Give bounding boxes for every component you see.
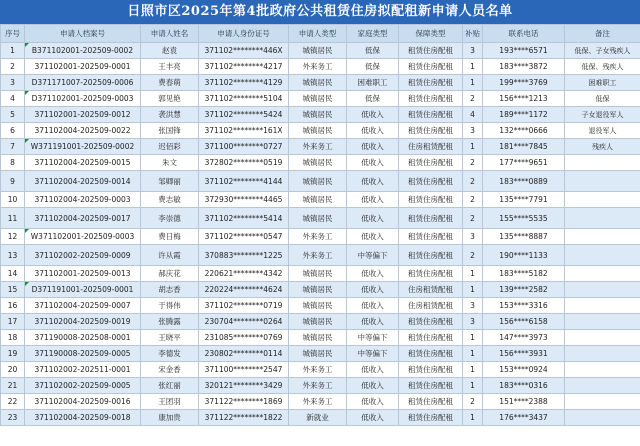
remarks-cell: [565, 192, 640, 208]
subsidy-cell: 3: [463, 314, 483, 330]
family-type-cell: 低收入: [347, 155, 399, 171]
col-subsidy-header: 补贴: [463, 25, 483, 43]
remarks-cell: 低保: [565, 91, 640, 107]
phone-number-cell: 189****1172: [483, 107, 565, 123]
applicant-name-cell: 迟佰彩: [141, 139, 199, 155]
id-number-cell: 371102********5424: [199, 107, 289, 123]
row-index-cell: 21: [1, 378, 25, 394]
table-row: [1, 298, 640, 314]
applicant-type-cell: 外来务工: [289, 229, 347, 245]
id-number-cell: 230704********0264: [199, 314, 289, 330]
guarantee-type-cell: 租赁住房配租: [399, 107, 463, 123]
family-type-cell: 中等偏下: [347, 245, 399, 266]
family-type-cell: 低收入: [347, 208, 399, 229]
family-type-cell: 低收入: [347, 394, 399, 410]
id-number-cell: 371102********4217: [199, 59, 289, 75]
table-row: [1, 75, 640, 91]
col-id-number-header: 申请人身份证号: [199, 25, 289, 43]
applicant-table: [0, 24, 640, 426]
guarantee-type-cell: 租赁住房配租: [399, 314, 463, 330]
applicant-type-cell: 外来务工: [289, 362, 347, 378]
table-row: [1, 192, 640, 208]
id-number-cell: 371102********0719: [199, 298, 289, 314]
file-number-cell: 371190008-202509-0005: [25, 346, 141, 362]
remarks-cell: 困难职工: [565, 75, 640, 91]
applicant-type-cell: 城镇居民: [289, 208, 347, 229]
subsidy-cell: 1: [463, 362, 483, 378]
guarantee-type-cell: 租赁住房配租: [399, 75, 463, 91]
id-number-cell: 371102********446X: [199, 43, 289, 59]
file-number-cell: D371171007-202509-0006: [25, 75, 141, 91]
family-type-cell: 低收入: [347, 107, 399, 123]
id-number-cell: 371100********0727: [199, 139, 289, 155]
applicant-name-cell: 康加贵: [141, 410, 199, 426]
guarantee-type-cell: 住房租赁配租: [399, 298, 463, 314]
family-type-cell: 困难职工: [347, 75, 399, 91]
file-number-cell: 371102004-202509-0015: [25, 155, 141, 171]
remarks-cell: [565, 155, 640, 171]
guarantee-type-cell: 租赁住房配租: [399, 192, 463, 208]
phone-number-cell: 135****7791: [483, 192, 565, 208]
row-index-cell: 5: [1, 107, 25, 123]
subsidy-cell: 2: [463, 155, 483, 171]
family-type-cell: 低收入: [347, 139, 399, 155]
file-number-cell: 371102004-202509-0014: [25, 171, 141, 192]
remarks-cell: [565, 362, 640, 378]
phone-number-cell: 193****6571: [483, 43, 565, 59]
col-remarks-header: 备注: [565, 25, 640, 43]
id-number-cell: 372802********0519: [199, 155, 289, 171]
applicant-type-cell: 城镇居民: [289, 298, 347, 314]
col-family-type-header: 家庭类型: [347, 25, 399, 43]
file-number-cell: 371102002-202511-0001: [25, 362, 141, 378]
subsidy-cell: 1: [463, 378, 483, 394]
subsidy-cell: 1: [463, 282, 483, 298]
subsidy-cell: 1: [463, 75, 483, 91]
row-index-cell: 10: [1, 192, 25, 208]
file-number-cell: 371102001-202509-0013: [25, 266, 141, 282]
applicant-name-cell: 赵袁: [141, 43, 199, 59]
guarantee-type-cell: 租赁住房配租: [399, 266, 463, 282]
id-number-cell: 320121********3429: [199, 378, 289, 394]
remarks-cell: [565, 346, 640, 362]
row-index-cell: 19: [1, 346, 25, 362]
table-row: [1, 314, 640, 330]
table-row: [1, 171, 640, 192]
col-applicant-type-header: 申请人类型: [289, 25, 347, 43]
applicant-type-cell: 外来务工: [289, 394, 347, 410]
family-type-cell: 低保: [347, 91, 399, 107]
remarks-cell: [565, 208, 640, 229]
guarantee-type-cell: 租赁住房配租: [399, 229, 463, 245]
applicant-name-cell: 李德发: [141, 346, 199, 362]
file-number-cell: 371102004-202509-0019: [25, 314, 141, 330]
id-number-cell: 371102********4144: [199, 171, 289, 192]
applicant-name-cell: 李崇德: [141, 208, 199, 229]
id-number-cell: 371102********0547: [199, 229, 289, 245]
family-type-cell: 低保: [347, 43, 399, 59]
family-type-cell: 低收入: [347, 410, 399, 426]
phone-number-cell: 156****3931: [483, 346, 565, 362]
file-number-cell: 371102004-202509-0022: [25, 123, 141, 139]
id-number-cell: 230802********0114: [199, 346, 289, 362]
applicant-type-cell: 城镇居民: [289, 282, 347, 298]
subsidy-cell: 4: [463, 107, 483, 123]
applicant-name-cell: 宋金香: [141, 362, 199, 378]
subsidy-cell: 3: [463, 123, 483, 139]
row-index-cell: 18: [1, 330, 25, 346]
row-index-cell: 8: [1, 155, 25, 171]
remarks-cell: [565, 378, 640, 394]
remarks-cell: 残疾人: [565, 139, 640, 155]
file-number-cell: 371102002-202509-0005: [25, 378, 141, 394]
row-index-cell: 15: [1, 282, 25, 298]
table-row: [1, 107, 640, 123]
row-index-cell: 16: [1, 298, 25, 314]
phone-number-cell: 183****3872: [483, 59, 565, 75]
row-index-cell: 2: [1, 59, 25, 75]
applicant-name-cell: 郭见艳: [141, 91, 199, 107]
phone-number-cell: 139****2582: [483, 282, 565, 298]
applicant-type-cell: 城镇居民: [289, 330, 347, 346]
remarks-cell: [565, 266, 640, 282]
applicant-type-cell: 城镇居民: [289, 171, 347, 192]
remarks-cell: 退役军人: [565, 123, 640, 139]
table-row: [1, 362, 640, 378]
applicant-type-cell: 城镇居民: [289, 107, 347, 123]
id-number-cell: 371100********2547: [199, 362, 289, 378]
family-type-cell: 低收入: [347, 192, 399, 208]
id-number-cell: 371102********5414: [199, 208, 289, 229]
row-index-cell: 6: [1, 123, 25, 139]
table-row: [1, 229, 640, 245]
applicant-type-cell: 外来务工: [289, 245, 347, 266]
applicant-type-cell: 城镇居民: [289, 346, 347, 362]
applicant-type-cell: 新就业: [289, 410, 347, 426]
row-index-cell: 20: [1, 362, 25, 378]
col-index-header: 序号: [1, 25, 25, 43]
phone-number-cell: 156****6158: [483, 314, 565, 330]
phone-number-cell: 199****3769: [483, 75, 565, 91]
remarks-cell: [565, 410, 640, 426]
family-type-cell: 低保: [347, 59, 399, 75]
subsidy-cell: 1: [463, 266, 483, 282]
subsidy-cell: 1: [463, 410, 483, 426]
phone-number-cell: 153****0924: [483, 362, 565, 378]
applicant-type-cell: 城镇居民: [289, 314, 347, 330]
applicant-name-cell: 邹卿丽: [141, 171, 199, 192]
subsidy-cell: 1: [463, 139, 483, 155]
table-row: [1, 155, 640, 171]
family-type-cell: 低收入: [347, 266, 399, 282]
file-number-cell: 371102001-202509-0001: [25, 59, 141, 75]
guarantee-type-cell: 住房租赁配租: [399, 282, 463, 298]
remarks-cell: [565, 171, 640, 192]
applicant-type-cell: 外来务工: [289, 139, 347, 155]
phone-number-cell: 181****7845: [483, 139, 565, 155]
subsidy-cell: 2: [463, 192, 483, 208]
remarks-cell: [565, 330, 640, 346]
table-header-row: [1, 25, 640, 43]
table-row: [1, 43, 640, 59]
applicant-name-cell: 费日梅: [141, 229, 199, 245]
subsidy-cell: 2: [463, 245, 483, 266]
remarks-cell: 低保、残疾人: [565, 59, 640, 75]
row-index-cell: 14: [1, 266, 25, 282]
subsidy-cell: 2: [463, 91, 483, 107]
subsidy-cell: 3: [463, 43, 483, 59]
guarantee-type-cell: 租赁住房配租: [399, 155, 463, 171]
family-type-cell: 低收入: [347, 362, 399, 378]
row-index-cell: 13: [1, 245, 25, 266]
file-number-cell: 371102002-202509-0009: [25, 245, 141, 266]
phone-number-cell: 156****1213: [483, 91, 565, 107]
subsidy-cell: 2: [463, 171, 483, 192]
family-type-cell: 中等偏下: [347, 330, 399, 346]
remarks-cell: [565, 282, 640, 298]
remarks-cell: [565, 229, 640, 245]
applicant-type-cell: 城镇居民: [289, 43, 347, 59]
applicant-name-cell: 张国锋: [141, 123, 199, 139]
guarantee-type-cell: 租赁住房配租: [399, 330, 463, 346]
phone-number-cell: 153****3316: [483, 298, 565, 314]
row-index-cell: 17: [1, 314, 25, 330]
table-row: [1, 91, 640, 107]
table-row: [1, 59, 640, 75]
file-number-cell: 371102004-202509-0007: [25, 298, 141, 314]
id-number-cell: 220224********4624: [199, 282, 289, 298]
file-number-cell: 371190008-202508-0001: [25, 330, 141, 346]
table-row: [1, 245, 640, 266]
guarantee-type-cell: 租赁住房配租: [399, 171, 463, 192]
family-type-cell: 低收入: [347, 171, 399, 192]
phone-number-cell: 176****3437: [483, 410, 565, 426]
applicant-type-cell: 城镇居民: [289, 266, 347, 282]
applicant-name-cell: 张腾露: [141, 314, 199, 330]
family-type-cell: 低收入: [347, 123, 399, 139]
subsidy-cell: 1: [463, 346, 483, 362]
table-row: [1, 394, 640, 410]
id-number-cell: 370883********1225: [199, 245, 289, 266]
row-index-cell: 4: [1, 91, 25, 107]
file-number-cell: W371102001-202509-0003: [25, 229, 141, 245]
list-title: 日照市区2025年第4批政府公共租赁住房拟配租新申请人员名单: [0, 0, 640, 24]
family-type-cell: 中等偏下: [347, 346, 399, 362]
row-index-cell: 3: [1, 75, 25, 91]
id-number-cell: 371102********161X: [199, 123, 289, 139]
guarantee-type-cell: 租赁住房配租: [399, 91, 463, 107]
table-row: [1, 378, 640, 394]
table-row: [1, 282, 640, 298]
col-phone-header: 联系电话: [483, 25, 565, 43]
applicant-name-cell: 费春萌: [141, 75, 199, 91]
row-index-cell: 12: [1, 229, 25, 245]
family-type-cell: 低收入: [347, 282, 399, 298]
applicant-name-cell: 费志敏: [141, 192, 199, 208]
applicant-name-cell: 王丰亮: [141, 59, 199, 75]
id-number-cell: 371122********1869: [199, 394, 289, 410]
phone-number-cell: 135****8887: [483, 229, 565, 245]
phone-number-cell: 183****5182: [483, 266, 565, 282]
table-row: [1, 330, 640, 346]
table-row: [1, 208, 640, 229]
col-name-header: 申请人姓名: [141, 25, 199, 43]
guarantee-type-cell: 租赁住房配租: [399, 346, 463, 362]
applicant-type-cell: 外来务工: [289, 59, 347, 75]
file-number-cell: D371191001-202509-0001: [25, 282, 141, 298]
file-number-cell: 371102004-202509-0003: [25, 192, 141, 208]
applicant-type-cell: 城镇居民: [289, 91, 347, 107]
phone-number-cell: 147****3973: [483, 330, 565, 346]
row-index-cell: 9: [1, 171, 25, 192]
applicant-type-cell: 外来务工: [289, 378, 347, 394]
applicant-type-cell: 城镇居民: [289, 123, 347, 139]
remarks-cell: 低保、子女残疾人: [565, 43, 640, 59]
applicant-name-cell: 于得伟: [141, 298, 199, 314]
applicant-name-cell: 朱文: [141, 155, 199, 171]
remarks-cell: [565, 245, 640, 266]
applicant-type-cell: 城镇居民: [289, 192, 347, 208]
applicant-type-cell: 城镇居民: [289, 75, 347, 91]
file-number-cell: 371102004-202509-0017: [25, 208, 141, 229]
guarantee-type-cell: 租赁住房配租: [399, 59, 463, 75]
subsidy-cell: 2: [463, 394, 483, 410]
id-number-cell: 231085********0769: [199, 330, 289, 346]
subsidy-cell: 2: [463, 208, 483, 229]
subsidy-cell: 1: [463, 59, 483, 75]
guarantee-type-cell: 租赁住房配租: [399, 245, 463, 266]
guarantee-type-cell: 租赁住房配租: [399, 362, 463, 378]
applicant-name-cell: 胡志香: [141, 282, 199, 298]
subsidy-cell: 3: [463, 298, 483, 314]
guarantee-type-cell: 租赁住房配租: [399, 378, 463, 394]
phone-number-cell: 183****0316: [483, 378, 565, 394]
phone-number-cell: 183****0889: [483, 171, 565, 192]
phone-number-cell: 132****0666: [483, 123, 565, 139]
id-number-cell: 371102********4129: [199, 75, 289, 91]
family-type-cell: 低收入: [347, 378, 399, 394]
remarks-cell: [565, 314, 640, 330]
family-type-cell: 低收入: [347, 314, 399, 330]
guarantee-type-cell: 租赁住房配租: [399, 394, 463, 410]
row-index-cell: 22: [1, 394, 25, 410]
guarantee-type-cell: 租赁住房配租: [399, 410, 463, 426]
applicant-name-cell: 郝庆花: [141, 266, 199, 282]
guarantee-type-cell: 租赁住房配租: [399, 208, 463, 229]
row-index-cell: 11: [1, 208, 25, 229]
subsidy-cell: 3: [463, 229, 483, 245]
phone-number-cell: 151****2388: [483, 394, 565, 410]
id-number-cell: 372930********4465: [199, 192, 289, 208]
file-number-cell: 371102004-202509-0016: [25, 394, 141, 410]
applicant-name-cell: 许从霞: [141, 245, 199, 266]
applicant-name-cell: 王晓平: [141, 330, 199, 346]
table-row: [1, 410, 640, 426]
remarks-cell: 子女退役军人: [565, 107, 640, 123]
file-number-cell: B371102001-202509-0002: [25, 43, 141, 59]
row-index-cell: 1: [1, 43, 25, 59]
row-index-cell: 7: [1, 139, 25, 155]
remarks-cell: [565, 298, 640, 314]
file-number-cell: 371102001-202509-0012: [25, 107, 141, 123]
subsidy-cell: 1: [463, 330, 483, 346]
col-guarantee-type-header: 保障类型: [399, 25, 463, 43]
file-number-cell: W371191001-202509-0002: [25, 139, 141, 155]
family-type-cell: 低收入: [347, 229, 399, 245]
guarantee-type-cell: 租赁住房配租: [399, 123, 463, 139]
id-number-cell: 371122********1822: [199, 410, 289, 426]
phone-number-cell: 177****9651: [483, 155, 565, 171]
applicant-name-cell: 袭洪慧: [141, 107, 199, 123]
guarantee-type-cell: 租赁住房配租: [399, 43, 463, 59]
remarks-cell: [565, 394, 640, 410]
table-row: [1, 266, 640, 282]
phone-number-cell: 155****5535: [483, 208, 565, 229]
family-type-cell: 低收入: [347, 298, 399, 314]
phone-number-cell: 190****1133: [483, 245, 565, 266]
col-file-number-header: 申请人档案号: [25, 25, 141, 43]
applicant-type-cell: 城镇居民: [289, 155, 347, 171]
guarantee-type-cell: 住房租赁配租: [399, 139, 463, 155]
id-number-cell: 371102********5104: [199, 91, 289, 107]
table-row: [1, 123, 640, 139]
applicant-name-cell: 张红丽: [141, 378, 199, 394]
table-row: [1, 346, 640, 362]
table-row: [1, 139, 640, 155]
id-number-cell: 220621********4342: [199, 266, 289, 282]
applicant-name-cell: 王团羽: [141, 394, 199, 410]
file-number-cell: 371102004-202509-0018: [25, 410, 141, 426]
file-number-cell: D371102001-202509-0003: [25, 91, 141, 107]
row-index-cell: 23: [1, 410, 25, 426]
